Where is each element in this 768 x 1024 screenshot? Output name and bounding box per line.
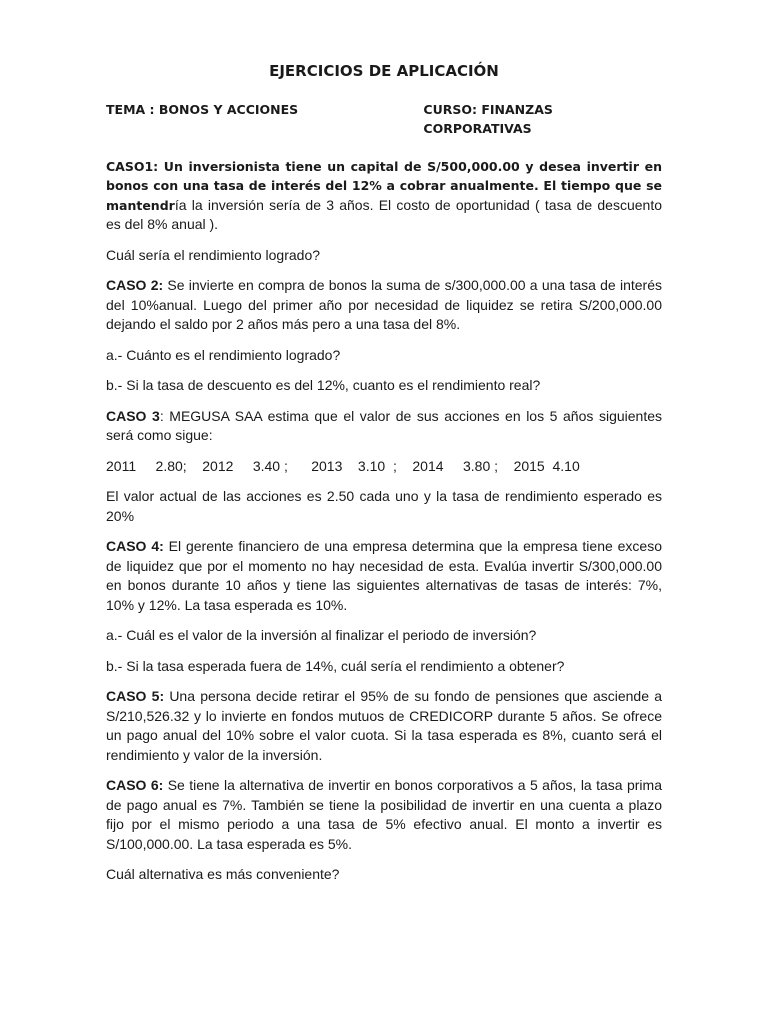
caso1-bold-text: CASO1: Un inversionista tiene un capital de S/500,000.00 y desea invertir en bonos con una tasa de interés del 12% a cobrar anualmente. El tiempo que se mantendr [106, 158, 662, 213]
caso3-valor: El valor actual de las acciones es 2.50 cada uno y la tasa de rendimiento esperado es 20% [106, 488, 662, 524]
caso6-question: Cuál alternativa es más conveniente? [106, 866, 340, 882]
caso3-paragraph [106, 407, 662, 446]
caso5-label: CASO 5: [106, 688, 165, 704]
caso1-question: Cuál sería el rendimiento logrado? [106, 246, 321, 263]
caso4-paragraph [106, 537, 662, 615]
caso6-paragraph [106, 776, 662, 854]
caso4-label: CASO 4: [106, 538, 164, 554]
caso4-question-b: b.- Si la tasa esperada fuera de 14%, cuál sería el rendimiento a obtener? [106, 657, 565, 674]
caso1-text: ía la inversión sería de 3 años. El costo de oportunidad ( tasa de descuento es del 8% anual ). [106, 196, 662, 232]
caso2-text: Se invierte en compra de bonos la suma de s/300,000.00 a una tasa de interés del 10%anual. Luego del primer año por necesidad de liquidez se retira S/200,000.00 dejando el saldo por 2 años más pero a una tasa del 8%. [106, 277, 662, 332]
caso6-text: Se tiene la alternativa de invertir en bonos corporativos a 5 años, la tasa prima de pago anual es 7%. También se tiene la posibilidad de invertir en una cuenta a plazo fijo por el mismo periodo a una tasa de 5% efectivo anual. El monto a invertir es S/100,000.00. La tasa esperada es 5%. [106, 777, 662, 852]
tema-label: TEMA : BONOS Y ACCIONES [106, 101, 299, 117]
page-title: EJERCICIOS DE APLICACIÓN [269, 62, 499, 80]
caso2-question-a: a.- Cuánto es el rendimiento logrado? [106, 346, 341, 363]
caso3-years-line [106, 457, 662, 477]
caso2-question-b: b.- Si la tasa de descuento es del 12%, cuanto es el rendimiento real? [106, 377, 541, 393]
caso4-question-a: a.- Cuál es el valor de la inversión al finalizar el periodo de inversión? [106, 627, 537, 643]
document-page [106, 62, 662, 896]
caso3-label: CASO 3 [106, 407, 160, 424]
curso-label: CURSO: FINANZAS CORPORATIVAS [423, 101, 553, 136]
caso4-text: El gerente financiero de una empresa determina que la empresa tiene exceso de liquidez que por el momento no hay necesidad de esta. Evalúa invertir S/300,000.00 en bonos durante 10 años y tiene las siguientes alternativas de tasas de interés: 7%, 10% y 12%. La tasa esperada es 10%. [106, 538, 662, 613]
caso5-text: Una persona decide retirar el 95% de su fondo de pensiones que asciende a S/210,526.32 y lo invierte en fondos mutuos de CREDICORP durante 5 años. Se ofrece un pago anual del 10% sobre el valor cuota. Si la tasa esperada es 8%, cuanto será el rendimiento y valor de la inversión. [106, 688, 662, 763]
caso2-label: CASO 2: [106, 277, 164, 293]
caso5-paragraph [106, 687, 662, 765]
caso3-years: 2011 2.80; 2012 3.40 ; 2013 3.10 ; 2014 3.80 ; 2015 4.10 [106, 457, 580, 474]
caso2-paragraph [106, 276, 662, 335]
header-meta [106, 100, 662, 139]
caso6-label: CASO 6: [106, 777, 164, 793]
caso1-paragraph [106, 157, 662, 235]
caso3-text: : MEGUSA SAA estima que el valor de sus acciones en los 5 años siguientes será como sigue: [106, 407, 662, 443]
